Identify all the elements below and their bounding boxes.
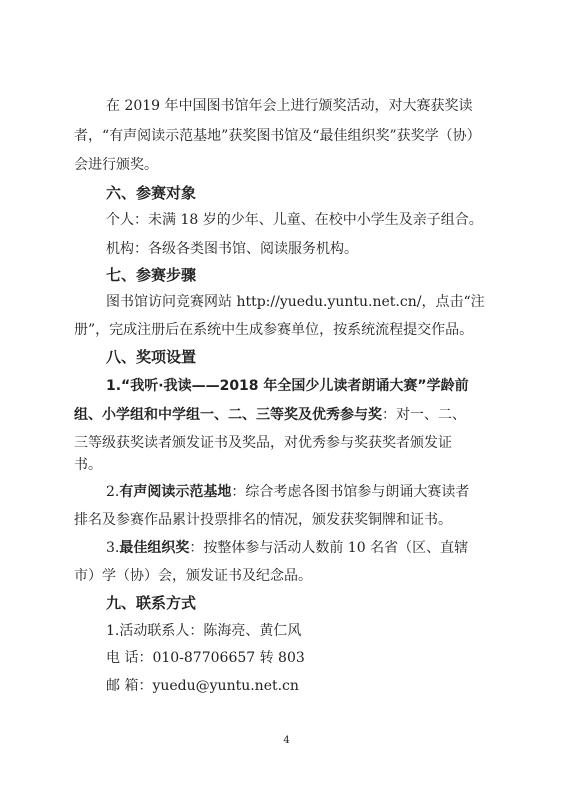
award-3-line: 市）学（协）会，颁发证书及纪念品。 [74,568,312,584]
award-2-number: 2. [106,484,120,500]
steps-line: 册”，完成注册后在系统中生成参赛单位，按系统流程提交作品。 [74,322,474,338]
page-number: 4 [283,735,290,746]
award-1-desc: ：对一、二、 [382,407,466,423]
contact-email: 邮 箱：yuedu@yuntu.net.cn [106,678,299,694]
participants-institution: 机构：各级各类图书馆、阅读服务机构。 [106,241,358,257]
award-2-desc: ：综合考虑各图书馆参与朗诵大赛读者 [231,484,470,500]
paragraph-line: 在 2019 年中国图书馆年会上进行颁奖活动，对大赛获奖读 [106,98,473,114]
award-3-line [106,538,514,558]
paragraph-line: 会进行颁奖。 [74,157,158,173]
section-heading-awards: 八、奖项设置 [106,348,197,366]
award-3-number: 3. [106,540,120,556]
contact-phone: 电 话：010-87706657 转 803 [106,650,305,666]
section-heading-steps: 七、参赛步骤 [106,266,197,284]
contact-person: 1.活动联系人：陈海亮、黄仁风 [106,623,302,639]
award-2-line: 排名及参赛作品累计投票排名的情况，颁发获奖铜牌和证书。 [74,512,452,528]
participants-individual: 个人：未满 18 岁的少年、儿童、在校中小学生及亲子组合。 [106,212,483,228]
section-heading-contact: 九、联系方式 [106,594,197,612]
award-2-title: 有声阅读示范基地 [119,484,232,500]
steps-line: 图书馆访问竞赛网站 http://yuedu.yuntu.net.cn/，点击“注 [106,294,485,310]
award-1-title: 1.“我听·我读——2018 年全国少儿读者朗诵大赛”学龄前 [106,378,469,394]
award-2-line [106,482,514,502]
award-1-line: 三等级获奖读者颁发证书及奖品，对优秀参与奖获奖者颁发证 [74,435,452,451]
award-3-desc: ：按整体参与活动人数前 10 名省（区、直辖 [189,540,469,556]
paragraph-line: 者，“有声阅读示范基地”获奖图书馆及“最佳组织奖”获奖学（协） [74,128,481,144]
award-1-line [74,405,514,425]
section-heading-participants: 六、参赛对象 [106,184,197,202]
award-1-line: 书。 [74,457,102,473]
award-1-title-cont: 组、小学组和中学组一、二、三等奖及优秀参与奖 [74,407,382,423]
award-3-title: 最佳组织奖 [119,540,190,556]
